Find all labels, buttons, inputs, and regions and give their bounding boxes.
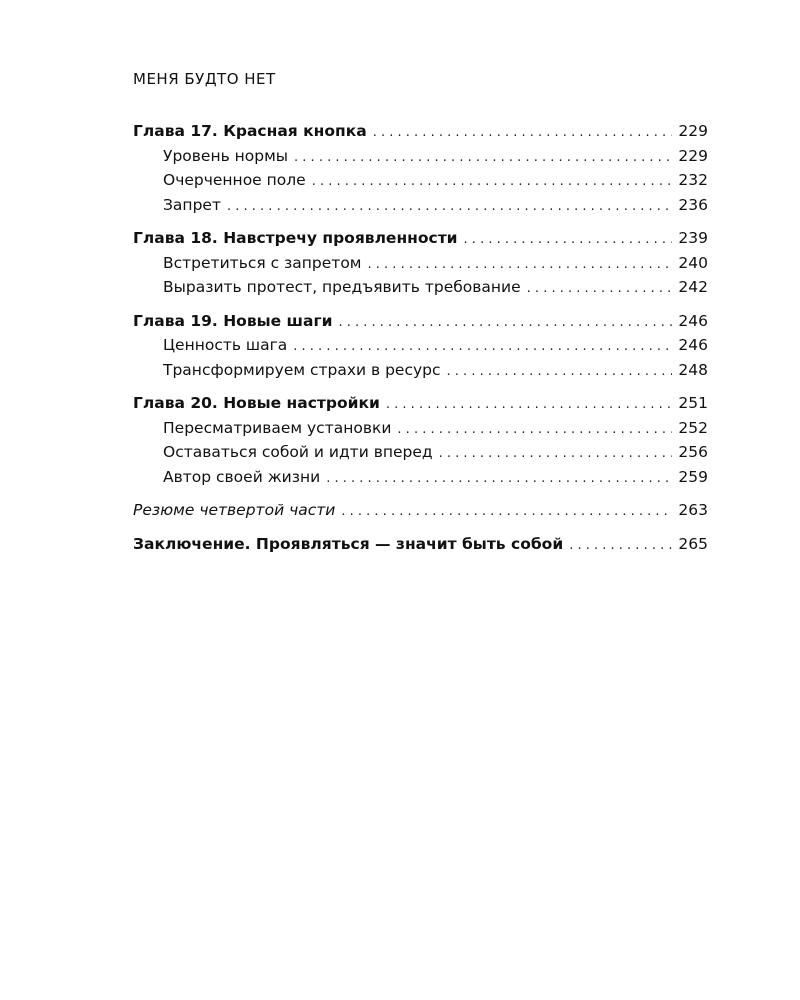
toc-page-number: 242	[678, 278, 708, 296]
toc-subsection-title: Выразить протест, предъявить требование	[163, 278, 521, 296]
running-head: МЕНЯ БУДТО НЕТ	[133, 70, 276, 88]
toc-page-number: 246	[678, 336, 708, 354]
toc-subsection-title: Ценность шага	[163, 336, 288, 354]
toc-summary-entry[interactable]	[133, 498, 708, 523]
dot-leader	[439, 442, 673, 467]
toc-subsection-title: Оставаться собой и идти вперед	[163, 443, 433, 461]
toc-section-conclusion	[133, 532, 708, 557]
toc-page-number: 251	[678, 394, 708, 412]
toc-page-number: 248	[678, 360, 708, 379]
toc-subsection-entry[interactable]	[133, 333, 708, 358]
toc-subsection-title: Встретиться с запретом	[163, 253, 362, 272]
dot-leader	[312, 170, 673, 195]
toc-section-chapter-20	[133, 391, 708, 489]
toc-page-number: 236	[678, 195, 708, 214]
toc-page-number: 239	[678, 229, 708, 247]
dot-leader	[227, 195, 672, 220]
toc-conclusion-entry[interactable]	[133, 532, 708, 557]
dot-leader	[569, 534, 672, 559]
toc-section-chapter-19	[133, 309, 708, 383]
toc-subsection-entry[interactable]	[133, 358, 708, 383]
toc-subsection-title: Уровень нормы	[163, 146, 289, 165]
dot-leader	[368, 253, 673, 278]
toc-subsection-title: Запрет	[163, 195, 221, 214]
toc-subsection-title: Пересматриваем установки	[163, 418, 392, 437]
toc-page-number: 256	[678, 443, 708, 461]
toc-chapter-title: Глава 19. Новые шаги	[133, 311, 333, 330]
toc-subsection-entry[interactable]	[133, 144, 708, 169]
toc-subsection-entry[interactable]	[133, 251, 708, 276]
toc-chapter-entry[interactable]	[133, 226, 708, 251]
toc-subsection-entry[interactable]	[133, 193, 708, 218]
toc-chapter-entry[interactable]	[133, 391, 708, 416]
toc-subsection-title: Трансформируем страхи в ресурс	[163, 360, 441, 379]
dot-leader	[386, 393, 673, 418]
toc-summary-title: Резюме четвертой части	[133, 501, 336, 519]
toc-page-number: 265	[678, 534, 708, 553]
dot-leader	[397, 418, 672, 443]
toc-page-number: 240	[678, 253, 708, 272]
toc-page-number: 259	[678, 467, 708, 486]
dot-leader	[293, 335, 672, 360]
toc-page-number: 232	[678, 171, 708, 189]
toc-section-chapter-18	[133, 226, 708, 300]
toc-chapter-entry[interactable]	[133, 309, 708, 334]
toc-page-number: 252	[678, 418, 708, 437]
toc-subsection-title: Автор своей жизни	[163, 467, 321, 486]
toc-page-number: 229	[678, 146, 708, 165]
toc-chapter-title: Глава 18. Навстречу проявленности	[133, 229, 458, 247]
dot-leader	[338, 311, 672, 336]
toc-section-chapter-17	[133, 119, 708, 217]
toc-page-number: 229	[678, 122, 708, 140]
toc-chapter-title: Глава 17. Красная кнопка	[133, 122, 367, 140]
table-of-contents	[133, 119, 708, 565]
toc-subsection-title: Очерченное поле	[163, 171, 306, 189]
toc-chapter-title: Глава 20. Новые настройки	[133, 394, 380, 412]
dot-leader	[326, 467, 672, 492]
toc-subsection-entry[interactable]	[133, 275, 708, 300]
toc-subsection-entry[interactable]	[133, 168, 708, 193]
toc-conclusion-title: Заключение. Проявляться — значит быть собой	[133, 534, 564, 553]
dot-leader	[294, 146, 672, 171]
toc-page-number: 263	[678, 501, 708, 519]
dot-leader	[447, 360, 673, 385]
toc-subsection-entry[interactable]	[133, 416, 708, 441]
dot-leader	[464, 228, 673, 253]
dot-leader	[341, 500, 672, 525]
dot-leader	[373, 121, 673, 146]
toc-subsection-entry[interactable]	[133, 465, 708, 490]
toc-page-number: 246	[678, 311, 708, 330]
toc-subsection-entry[interactable]	[133, 440, 708, 465]
dot-leader	[527, 277, 673, 302]
toc-section-summary	[133, 498, 708, 523]
toc-chapter-entry[interactable]	[133, 119, 708, 144]
